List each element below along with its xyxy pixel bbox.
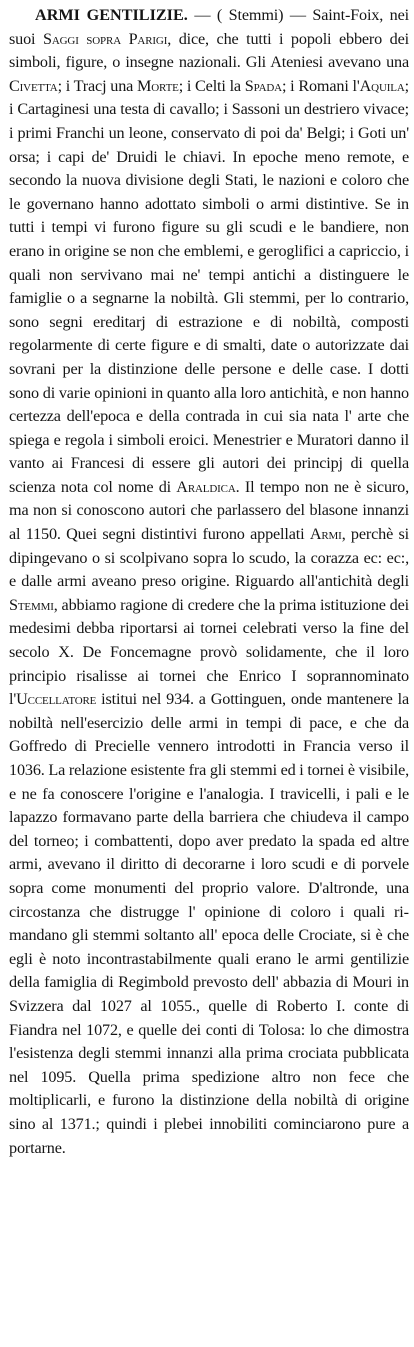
body-text: ; i Tracj una (57, 76, 137, 95)
smallcaps-term: Uccellatore (16, 690, 97, 709)
entry-gloss: ( Stemmi) (216, 6, 284, 24)
smallcaps-term: Saggi sopra Parigi (42, 29, 168, 48)
body-text: ; i Cartaginesi una testa di cavallo; i Sassoni un destriero vivace; i primi Franchi un leone, conservato di poi da' Belgi; i Goti un' orsa; i capi de' Druidi le chiavi. In epoche meno remote, e secondo la nuova divisione degli Stati, le nazioni e coloro che le governano hanno adottato simboli o armi distintive. Se in tutti i tempi vi furono figure su gli scudi e le bandiere, non erano in origine se non che emblemi, e geroglifici a capriccio, i quali non servivano mai ne' tempi antichi a distinguere le famiglie o a segnarne la nobiltà. Gli stemmi, per lo contrario, sono segni ereditarj di estrazione e di nobiltà, composti regolarmente di certe figure e di smalti, date o autorizzate dai sovrani per la distinzione delle persone e delle case. I dotti sono di varie opinioni in quanto alla loro antichità, e non hanno certezza dell'epoca e della contrada in cui sia nata l' arte che spiega e regola i simboli eroici. Menestrier e Muratori danno il vanto ai Francesi di essere gli autori dei principj di quella scienza nota col nome di (9, 76, 409, 496)
smallcaps-term: Aquila (359, 76, 405, 95)
article-body (9, 6, 409, 1157)
body-text: istitui nel 934. a Gottinguen, onde mantenere la nobiltà nell'esercizio delle armi in tempi di pace, e che da Goffredo di Precielle vennero introdotti in Francia verso il 1036. La relazione esistente fra gli stemmi ed i tornei è visibile, e ne fa conoscere l'origine e l'analogia. I travicelli, i pali e le lapazzo formavano parte della barriera che chiudeva il campo del torneo; i combattenti, dopo aver predato la spada ed altre armi, avevano il diritto di decorarne i loro scudi e di porvele sopra come monumenti del proprio valore. D'altronde, una circostanza che distrugge l' opinione di coloro i quali rimandano gli stemmi soltanto all' epoca delle Crociate, si è che egli è noto incontrastabilmente quali erano le armi gentilizie della famiglia di Regimbold prevosto dell' abbazia di Mouri in Svizzera dal 1027 al 1055., quelle di Roberto I. conte di Fiandra nel 1072, e quelle dei conti di Tolosa: lo che dimostra l'esistenza degli stemmi innanzi alla prima crociata pubblicata nel 1095. Quella prima spedizione altro non fece che moltiplicarli, e furono la distinzione della nobiltà di origine sino al 1371.; quindi i plebei innobiliti cominciarono pure a portarne. (9, 690, 409, 1157)
body-text: . Il tempo non ne è sicuro, ma non si conoscono autori che parlassero del blasone innanzi al 1150. Quei segni distintivi furono appellati (9, 477, 409, 544)
smallcaps-term: Stemmi (9, 595, 54, 614)
article-armi-gentilizie (9, 4, 409, 1160)
smallcaps-term: Armi (309, 525, 342, 544)
body-text: ; i Romani l' (281, 76, 360, 95)
heading-dash: — (187, 6, 217, 24)
smallcaps-term: Araldica (176, 477, 236, 496)
gloss-dash: — (283, 6, 313, 24)
smallcaps-term: Civetta (9, 76, 58, 95)
entry-heading: ARMI GENTILIZIE. (35, 6, 188, 24)
body-text: ; i Celti la (178, 76, 245, 95)
body-text: , perchè si dipingevano o si scolpivano sopra lo scudo, la corazza ec: ec:, e dalle armi aveano preso origine. Riguardo all'antichità degli (9, 525, 409, 591)
smallcaps-term: Spada (244, 76, 282, 95)
smallcaps-term: Morte (137, 76, 179, 95)
body-text: , dice, che tutti i popoli ebbero dei simboli, figure, o insegne nazionali. Gli Ateniesi avevano una (9, 29, 410, 72)
body-text: Saint-Foix, nei suoi (9, 6, 410, 48)
body-text: , abbiamo ragione di credere che la prima istituzione dei medesimi debba riportarsi ai tornei celebrati verso la fine del secolo X. De Foncemagne provò solidamente, che il loro principio risalisse ai tornei che Enrico I soprannominato l' (9, 595, 409, 709)
